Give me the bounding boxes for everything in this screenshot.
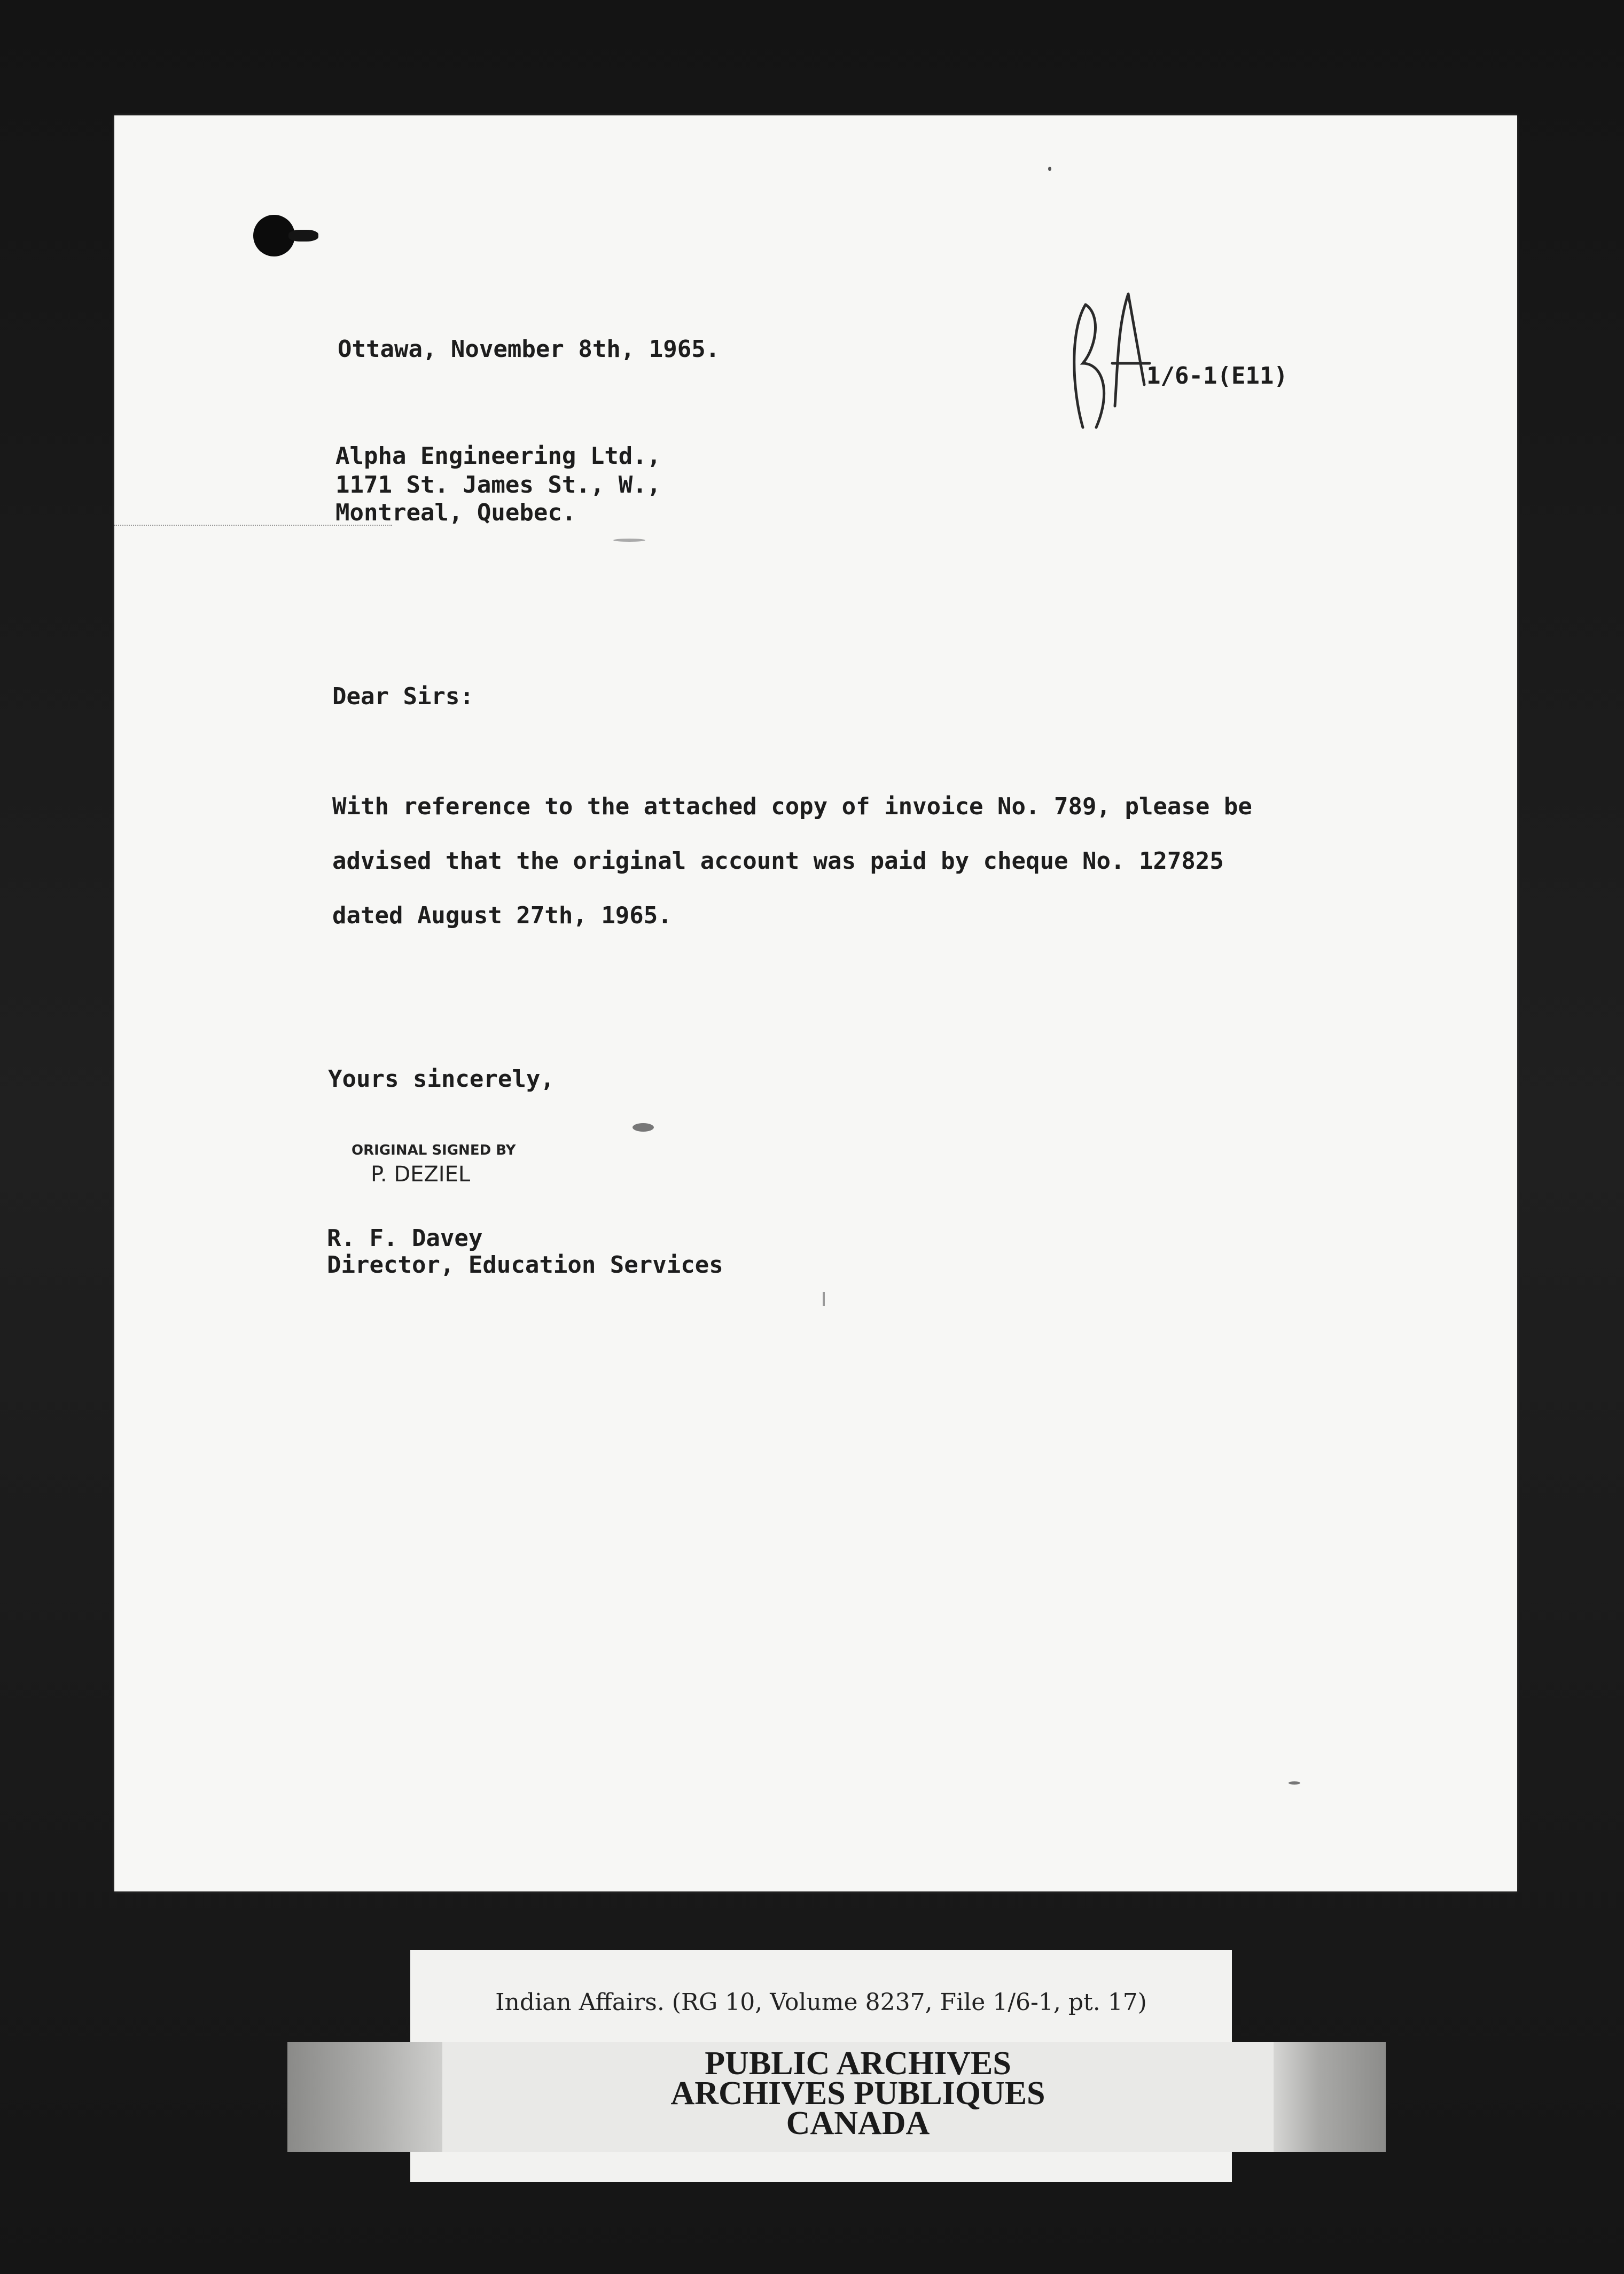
archive-title-line-3: CANADA [786,2105,930,2141]
signature-stamp-line-1: ORIGINAL SIGNED BY [352,1142,516,1158]
closing: Yours sincerely, [328,1065,555,1093]
signatory-title: Director, Education Services [327,1251,723,1279]
letter-page [114,115,1517,1891]
file-reference: 1/6-1(E11) [1146,362,1288,390]
handwritten-number [1064,283,1155,443]
archive-title-line-1: PUBLIC ARCHIVES [705,2045,1011,2082]
archive-band-title [442,2045,1274,2141]
archive-band-left-tab [287,2042,442,2152]
addressee-line-1: Alpha Engineering Ltd., [335,442,661,470]
addressee-line-2: 1171 St. James St., W., [335,471,661,499]
paper-speck [823,1292,825,1306]
stray-dotted-line [114,525,392,526]
archive-title-line-2: ARCHIVES PUBLIQUES [670,2075,1045,2112]
place-date: Ottawa, November 8th, 1965. [338,336,720,363]
body-line-3: dated August 27th, 1965. [332,902,672,929]
body-line-2: advised that the original account was paid by cheque No. 127825 [332,847,1224,875]
paper-speck [1289,1781,1300,1785]
archive-label-bottom [410,2152,1232,2181]
archive-source-line: Indian Affairs. (RG 10, Volume 8237, File 1/6-1, pt. 17) [495,1989,1147,2016]
body-line-1: With reference to the attached copy of invoice No. 789, please be [332,793,1252,820]
paper-speck [613,539,645,542]
archive-band-right-tab [1274,2042,1386,2152]
addressee-line-3: Montreal, Quebec. [335,499,576,526]
paper-speck [1048,167,1051,171]
signatory-name: R. F. Davey [327,1225,483,1252]
punch-hole-tear [288,230,318,242]
signature-stamp-line-2: P. DEZIEL [371,1162,471,1187]
paper-speck [633,1123,654,1132]
salutation: Dear Sirs: [332,683,474,710]
